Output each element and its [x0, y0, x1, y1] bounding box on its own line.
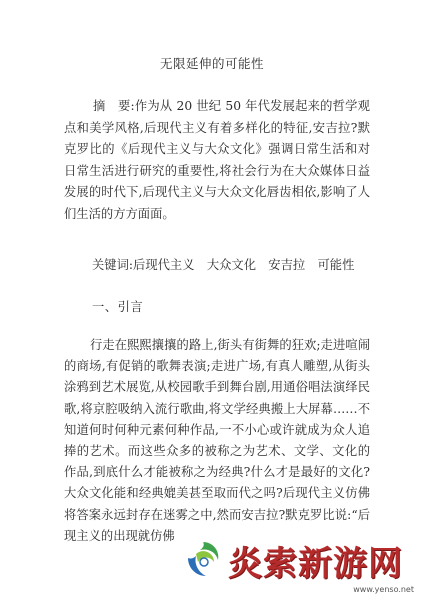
watermark-brand: 炎索新游网 — [228, 544, 403, 584]
abstract-label: 摘 要: — [93, 99, 135, 113]
watermark-url: www.yenso.net — [353, 585, 414, 594]
document-title: 无限延伸的可能性 — [159, 56, 264, 71]
abstract-paragraph — [64, 96, 370, 225]
section-heading: 一、引言 — [92, 300, 144, 314]
abstract-text: 作为从 20 世纪 50 年代发展起来的哲学观点和美学风格,后现代主义有着多样化的特征,安吉拉?默克罗比的《后现代主义与大众文化》强调日常生活和对日常生活进行研究的重要性,将社会行为在大众媒体日益发展的时代下,后现代主义与大众文化唇齿相依,影响了人们生活的方方面面。 — [64, 99, 370, 221]
watermark — [182, 534, 418, 594]
body-paragraph — [64, 335, 370, 547]
body-paragraph-text: 行走在熙熙攘攘的路上,街头有街舞的狂欢;走进喧闹的商场,有促销的歌舞表演;走进广场,有真人雕塑,从街头涂鸦到艺术展览,从校园歌手到舞台剧,用通俗唱法演绎民歌,将京腔吸纳入流行歌曲,将文学经典搬上大屏幕……不知道何时何种元素何种作品,一不小心或许就成为众人追捧的艺术。而这些众多的被称之为艺术、文学、文化的作品,到底什么才能被称之为经典?什么才是最好的文化?大众文化能和经典媲美甚至取而代之吗?后现代主义仿佛将答案永远封存在迷雾之中,然而安吉拉?默克罗比说:“后现主义的出现就仿佛 — [64, 338, 370, 543]
leaf-swirl-logo-icon — [182, 538, 224, 580]
keywords-line: 关键词:后现代主义 大众文化 安吉拉 可能性 — [92, 258, 355, 272]
